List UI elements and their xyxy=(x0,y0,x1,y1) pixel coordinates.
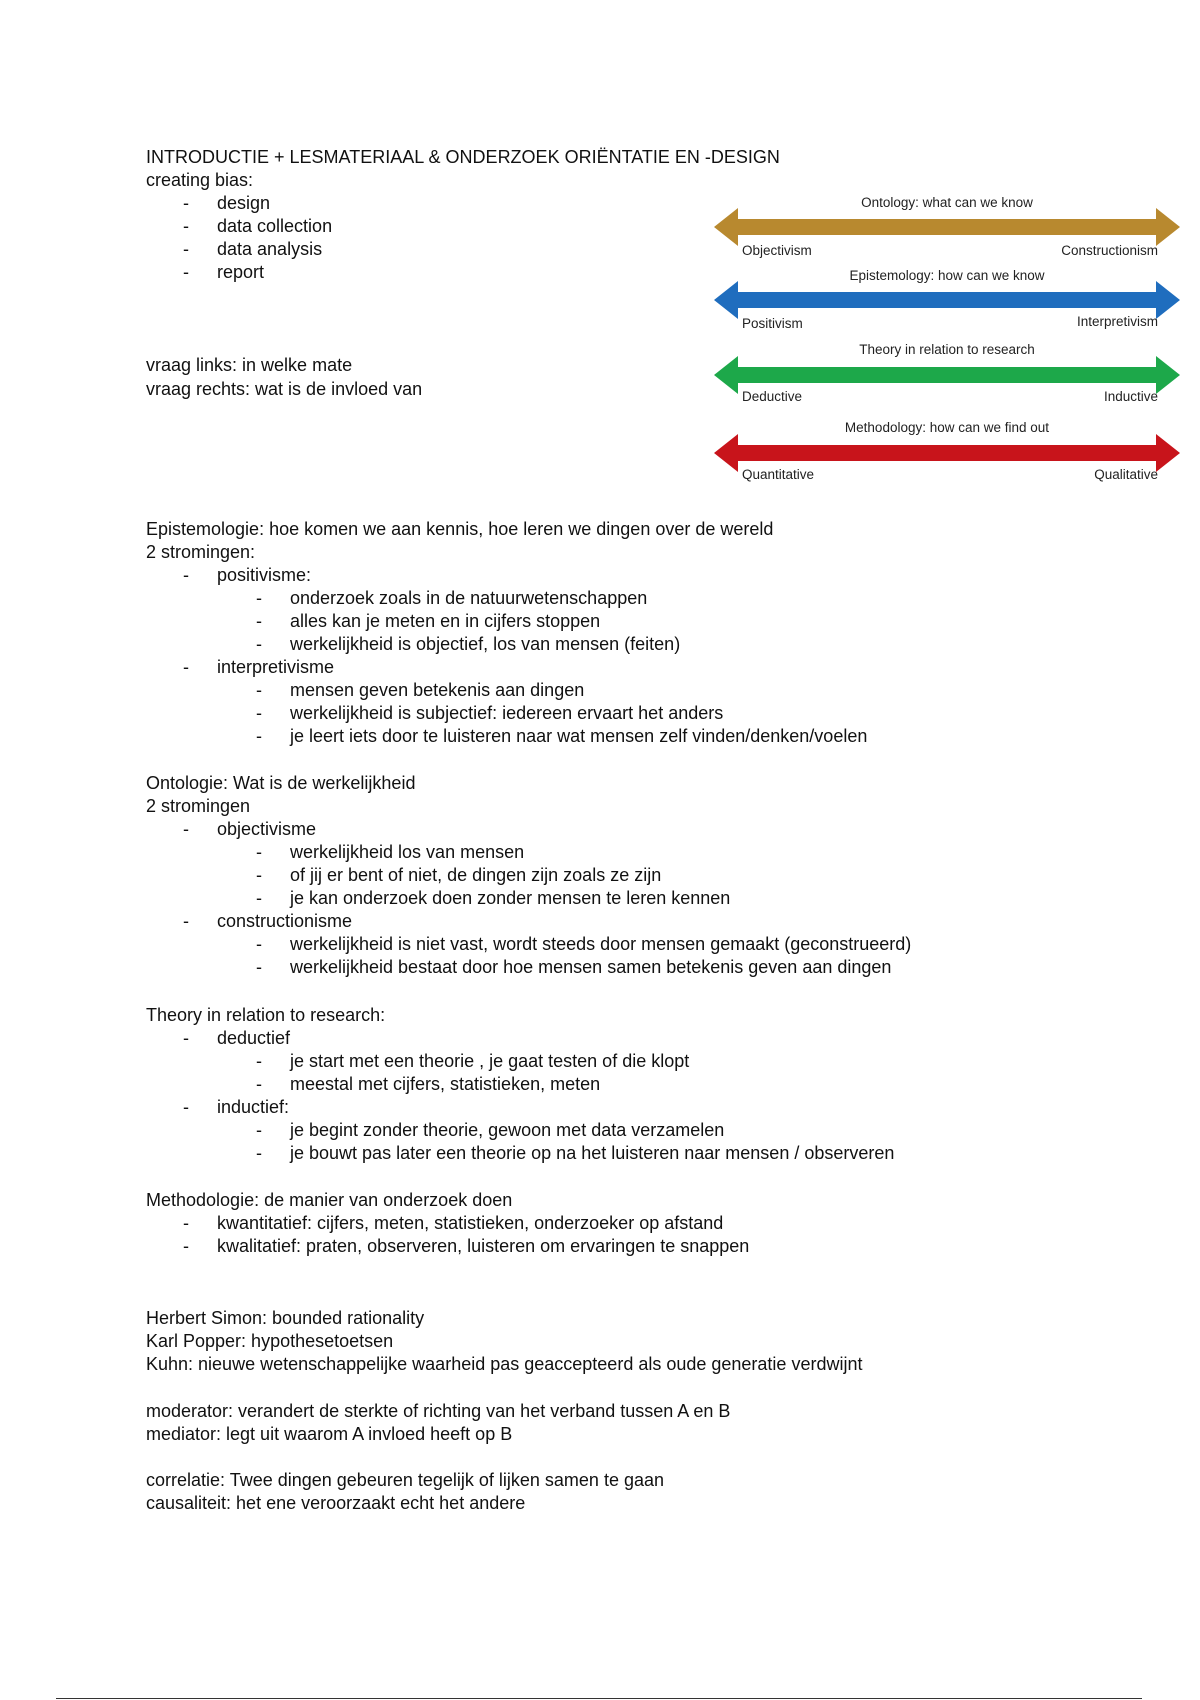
question-left: vraag links: in welke mate xyxy=(146,355,353,375)
epistemologie-heading: Epistemologie: hoe komen we aan kennis, hoe leren we dingen over de wereld xyxy=(146,519,774,539)
methodologie-heading: Methodologie: de manier van onderzoek doen xyxy=(146,1190,513,1210)
theory-left-label: Deductive xyxy=(742,389,803,404)
ontology-left-label: Objectivism xyxy=(742,243,812,258)
epistemology-left-label: Positivism xyxy=(742,316,803,331)
note-line: Kuhn: nieuwe wetenschappelijke waarheid pas geaccepteerd als oude generatie verdwijnt xyxy=(146,1354,863,1374)
theory-heading: Theory in relation to research: xyxy=(146,1005,386,1025)
note-line: moderator: verandert de sterkte of richting van het verband tussen A en B xyxy=(146,1401,731,1421)
ontology-right-label: Constructionism xyxy=(1061,243,1158,258)
question-right: vraag rechts: wat is de invloed van xyxy=(146,379,423,399)
page-divider xyxy=(56,1698,1142,1699)
theory-title: Theory in relation to research xyxy=(859,342,1035,357)
epistemology-right-label: Interpretivism xyxy=(1076,314,1158,329)
page-title: INTRODUCTIE + LESMATERIAAL & ONDERZOEK ORIËNTATIE EN -DESIGN xyxy=(146,147,780,167)
ontology-arrow xyxy=(714,208,1180,246)
methodology-title: Methodology: how can we find out xyxy=(844,420,1050,435)
ontology-title: Ontology: what can we know xyxy=(861,195,1033,210)
bias-heading: creating bias: xyxy=(146,170,254,190)
note-line: mediator: legt uit waarom A invloed heeft op B xyxy=(146,1424,513,1444)
theory-right-label: Inductive xyxy=(1103,389,1158,404)
note-line: Karl Popper: hypothesetoetsen xyxy=(146,1331,394,1351)
epistemologie-sub: 2 stromingen: xyxy=(146,542,256,562)
ontologie-sub: 2 stromingen xyxy=(146,796,251,816)
research-paradigm-diagram xyxy=(712,190,1182,490)
ontologie-heading: Ontologie: Wat is de werkelijkheid xyxy=(146,773,416,793)
methodology-left-label: Quantitative xyxy=(742,467,815,482)
note-line: correlatie: Twee dingen gebeuren tegelijk of lijken samen te gaan xyxy=(146,1470,665,1490)
epistemology-title: Epistemology: how can we know xyxy=(849,268,1045,283)
note-line: causaliteit: het ene veroorzaakt echt het andere xyxy=(146,1493,526,1513)
document-page: INTRODUCTIE + LESMATERIAAL & ONDERZOEK ORIËNTATIE EN -DESIGN creating bias: - design - data collection - data analysis - report vraag links: in welke mate vraag rechts: wat is de invloed van Ontology: what can we know Objectivism Constructionism Epistemology: how can we know Positivism Interpretivism Theory in relation to research Deductive Inductive Methodology: how can we find out Quantitative Qualitative Epistemologie: hoe komen we aan kennis, hoe leren we dingen over de wereld 2 stromingen: - positivisme: - onderzoek zoals in de natuurwetenschappen - alles kan je meten en in cijfers stoppen - werkelijkheid is objectief, los van mensen (feiten) - interpretivisme - mensen geven betekenis aan dingen - werkelijkheid is subjectief: iedereen ervaart het anders - je leert iets door te luisteren naar wat mensen zelf vinden/denken/voelen Ontologie: Wat is de werkelijkheid 2 stromingen - objectivisme - werkelijkheid los van mensen - of jij er bent of niet, de dingen zijn zoals ze zijn - je kan onderzoek doen zonder mensen te leren kennen - constructionisme - werkelijkheid is niet vast, wordt steeds door mensen gemaakt (geconstrueerd) - werkelijkheid bestaat door hoe mensen samen betekenis geven aan dingen Theory in relation to research: - deductief - je start met een theorie , je gaat testen of die klopt - meestal met cijfers, statistieken, meten - inductief: - je begint zonder theorie, gewoon met data verzamelen - je bouwt pas later een theorie op na het luisteren naar mensen / observeren Methodologie: de manier van onderzoek doen - kwantitatief: cijfers, meten, statistieken, onderzoeker op afstand - kwalitatief: praten, observeren, luisteren om ervaringen te snappen Herbert Simon: bounded rationality Karl Popper: hypothesetoetsen Kuhn: nieuwe wetenschappelijke waarheid pas geaccepteerd als oude generatie verdwijnt moderator: verandert de sterkte of richting van het verband tussen A en B mediator: legt uit waarom A invloed heeft op B correlatie: Twee dingen gebeuren tegelijk of lijken samen te gaan causaliteit: het ene veroorzaakt echt het andere xyxy=(0,0,1200,1700)
note-line: Herbert Simon: bounded rationality xyxy=(146,1308,425,1328)
methodology-right-label: Qualitative xyxy=(1094,467,1158,482)
